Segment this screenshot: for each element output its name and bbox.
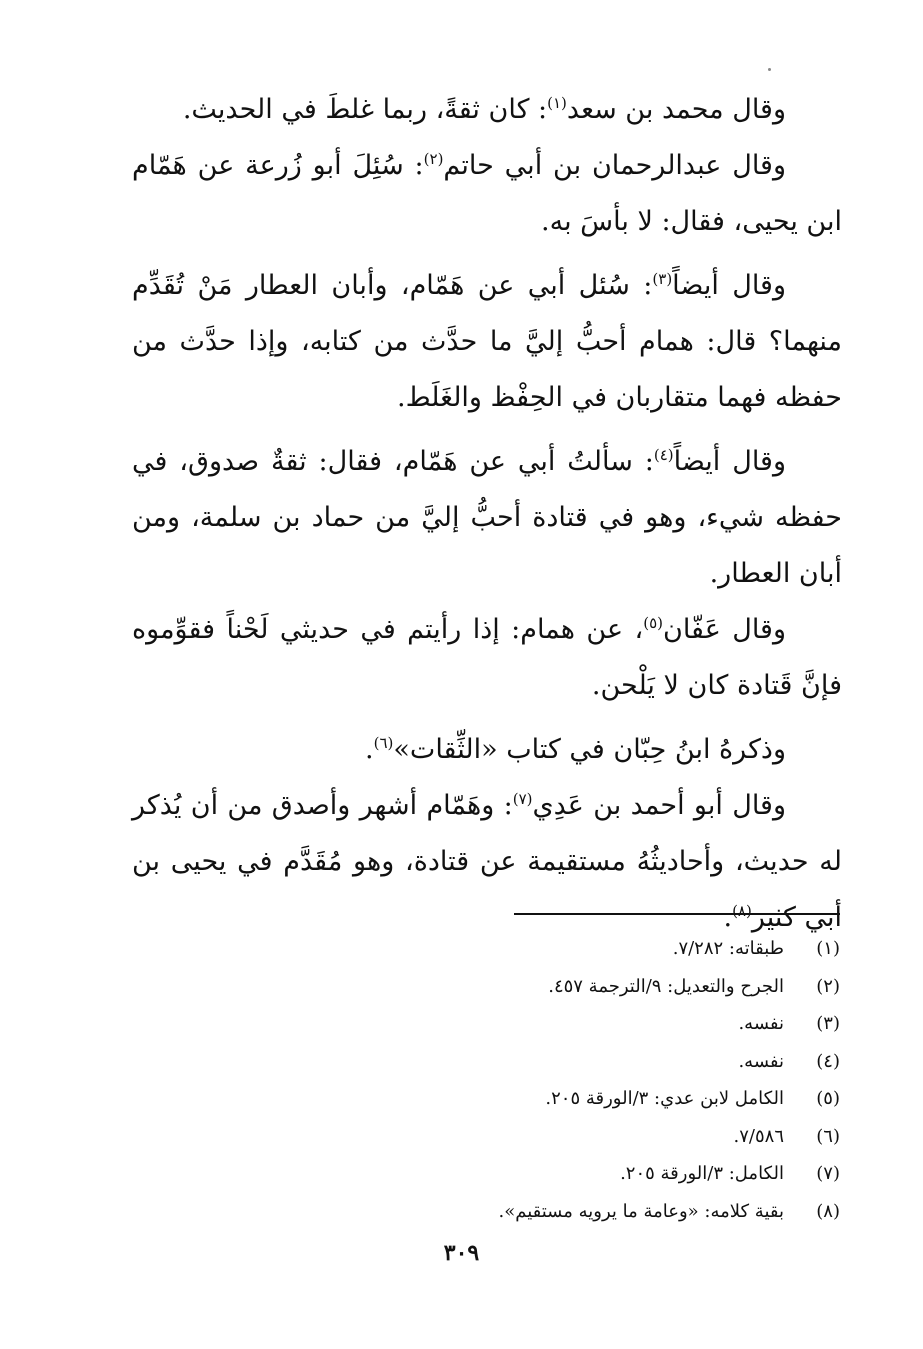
paragraph-ibn-abi-hatim: وقال عبدالرحمان بن أبي حاتم$^{(٢)}$: سُئِلَ أبو زُرعة عن هَمّام ابن يحيى، فقال: لا بأسَ به.: [132, 150, 842, 237]
main-text: [132, 82, 842, 946]
footnote-text: الكامل: ٣/الورقة ٢٠٥.: [620, 1163, 784, 1184]
footnote-item: [132, 1193, 840, 1231]
footnote-marker: (٧): [512, 790, 533, 808]
footnote-number: (٤): [816, 1050, 840, 1072]
footnote-text: ٧/٥٨٦.: [733, 1125, 784, 1147]
footnote-number: (٧): [816, 1163, 840, 1184]
footnote-number: (٨): [816, 1200, 840, 1222]
footnote-item: [132, 930, 840, 968]
footnote-item: [132, 1118, 840, 1156]
footnote-item: [132, 1005, 840, 1043]
paragraph-affan: وقال عَفّان$^{(٥)}$، عن همام: إذا رأيتم في حديثي لَحْناً فقوِّموه فإنَّ قَتادة كان لا يَلْحن.: [132, 614, 842, 701]
footnote-separator: [514, 913, 840, 915]
paragraph-ibn-hibban: وذكرهُ ابنُ حِبّان في كتاب «الثِّقات»$^{(٦)}$.: [365, 734, 786, 765]
footnote-text: نفسه.: [738, 1050, 784, 1072]
footnote-number: (٢): [816, 975, 840, 997]
page-number: ٣٠٩: [443, 1240, 480, 1266]
paragraph-ibn-adi: وقال أبو أحمد بن عَدِي$^{(٧)}$: وهَمّام أشهر وأصدق من أن يُذكر له حديث، وأحاديثُهُ مستقيمة عن قتادة، وهو مُقَدَّم في يحيى بن أبي كثير$^{(٨)}$.: [132, 790, 842, 933]
footnote-text: بقية كلامه: «وعامة ما يرويه مستقيم».: [498, 1200, 784, 1222]
footnote-number: (١): [816, 938, 840, 959]
footnote-number: (٥): [816, 1088, 840, 1109]
footnote-text: الكامل لابن عدي: ٣/الورقة ٢٠٥.: [545, 1088, 784, 1109]
scan-speck: [768, 68, 771, 71]
footnote-item: [132, 1043, 840, 1081]
footnote-marker: (٤): [653, 446, 674, 464]
paragraph-ibn-saad: وقال محمد بن سعد$^{(١)}$: كان ثقةً، ربما غلطَ في الحديث.: [182, 94, 786, 125]
footnote-text: الجرح والتعديل: ٩/الترجمة ٤٥٧.: [548, 975, 784, 997]
footnote-item: [132, 968, 840, 1006]
footnote-marker: (٥): [643, 614, 663, 632]
footnote-item: [132, 1080, 840, 1118]
footnote-number: (٣): [816, 1013, 840, 1034]
paragraph-also-1: وقال أيضاً$^{(٣)}$: سُئل أبي عن هَمّام، وأبان العطار مَنْ تُقَدِّم منهما؟ قال: همام أحبُّ إليَّ ما حدَّث من كتابه، وإذا حدَّث من حفظه فهما متقاربان في الحِفْظ والغَلَط.: [132, 270, 842, 413]
footnote-item: [132, 1155, 840, 1193]
footnote-text: نفسه.: [738, 1013, 784, 1034]
footnote-marker: (٢): [423, 150, 444, 168]
paragraph-also-2: وقال أيضاً$^{(٤)}$: سألتُ أبي عن هَمّام، فقال: ثقةٌ صدوق، في حفظه شيء، وهو في قتادة أحبُّ إليَّ من حماد بن سلمة، ومن أبان العطار.: [132, 446, 842, 589]
footnote-marker: (٨): [732, 902, 752, 920]
footnote-number: (٦): [816, 1125, 840, 1147]
footnote-marker: (٦): [373, 734, 394, 752]
footnote-marker: (١): [547, 94, 567, 112]
footnotes: [132, 930, 840, 1230]
footnote-text: طبقاته: ٧/٢٨٢.: [672, 938, 784, 959]
footnote-marker: (٣): [652, 270, 673, 288]
